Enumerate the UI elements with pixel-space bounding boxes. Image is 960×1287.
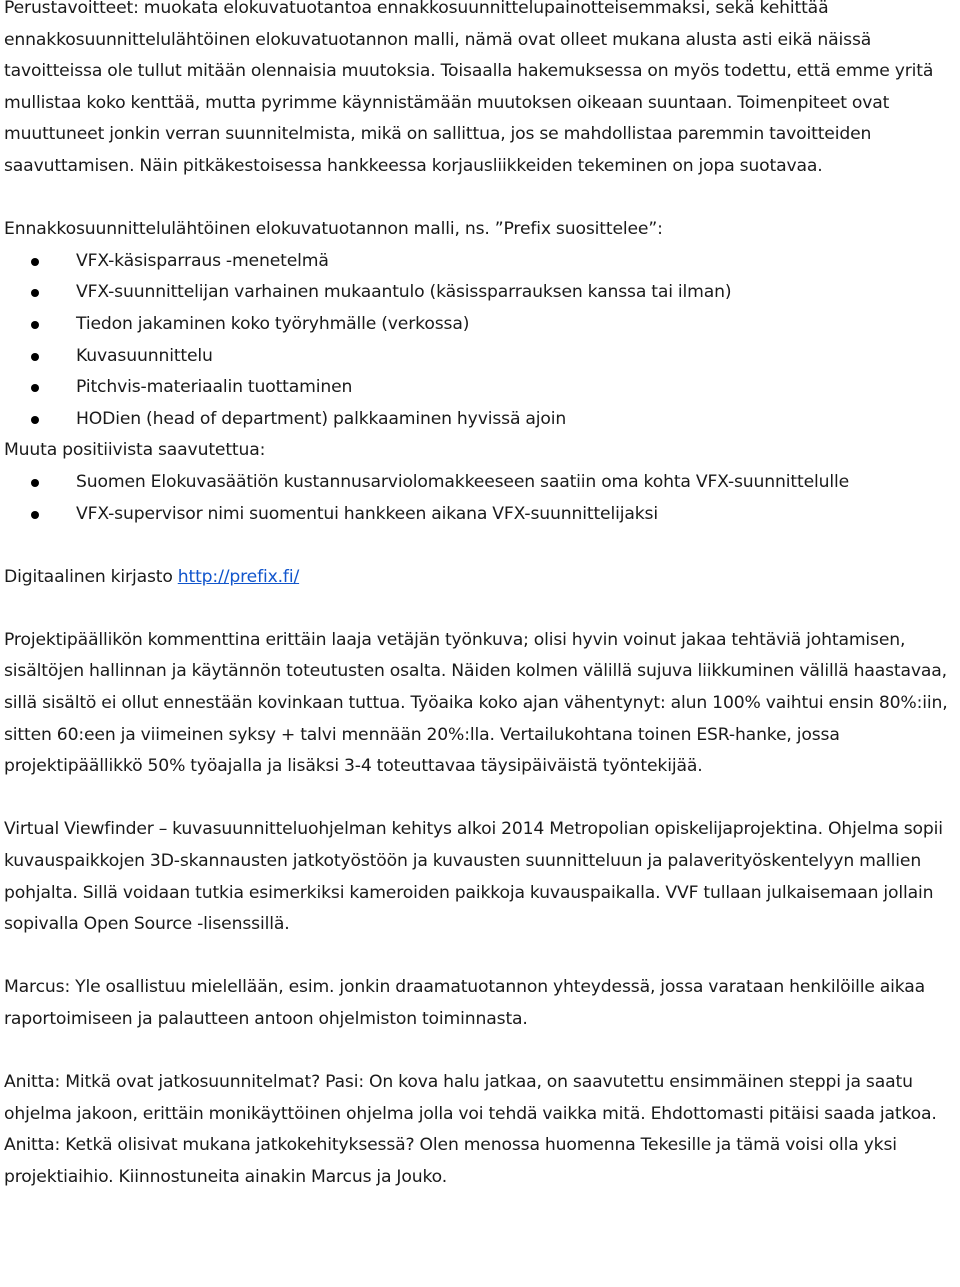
digital-library-label: Digitaalinen kirjasto: [4, 566, 178, 587]
paragraph-spacer: [4, 783, 956, 815]
list-item: [4, 341, 956, 373]
list-item-text: VFX-suunnittelijan varhainen mukaantulo (käsissparrauksen kanssa tai ilman): [76, 282, 732, 303]
other-achievements-list: [4, 467, 956, 530]
list-item-text: VFX-käsisparraus -menetelmä: [76, 250, 329, 271]
list-item: [4, 277, 956, 309]
bullet-icon: [31, 384, 39, 392]
digital-library-line: [4, 562, 956, 594]
prefix-list: [4, 246, 956, 436]
paragraph-spacer: [4, 593, 956, 625]
other-achievements-heading: Muuta positiivista saavutettua:: [4, 440, 266, 461]
list-item-text: HODien (head of department) palkkaaminen hyvissä ajoin: [76, 408, 567, 429]
marcus-comment: Marcus: Yle osallistuu mielellään, esim. jonkin draamatuotannon yhteydessä, jossa varataan henkilöille aikaa raportoimiseen ja palautteen antoon ohjelmiston toiminnasta.: [4, 977, 926, 1029]
bullet-icon: [31, 353, 39, 361]
document-page: [4, 0, 956, 1194]
bullet-icon: [31, 511, 39, 519]
bullet-icon: [31, 258, 39, 266]
bullet-icon: [31, 321, 39, 329]
list-item-text: Suomen Elokuvasäätiön kustannusarviolomakkeeseen saatiin oma kohta VFX-suunnittelulle: [76, 471, 850, 492]
list-item-text: Tiedon jakaminen koko työryhmälle (verkossa): [76, 313, 470, 334]
digital-library-link[interactable]: http://prefix.fi/: [177, 566, 300, 587]
list-item: [4, 309, 956, 341]
paragraph-spacer: [4, 530, 956, 562]
anitta-question-1: Anitta: Mitkä ovat jatkosuunnitelmat? Pasi: On kova halu jatkaa, on saavutettu ensimmäinen steppi ja saatu ohjelma jakoon, erittäin monikäyttöinen ohjelma jolla voi tehdä vaikka mitä. Ehdottomasti pitäisi saada jatkoa.: [4, 1072, 937, 1124]
list-item-text: Kuvasuunnittelu: [76, 345, 213, 366]
paragraph-spacer: [4, 1036, 956, 1068]
bullet-icon: [31, 479, 39, 487]
list-item: [4, 372, 956, 404]
list-item-text: Pitchvis-materiaalin tuottaminen: [76, 377, 353, 398]
paragraph-spacer: [4, 941, 956, 973]
bullet-icon: [31, 289, 39, 297]
intro-paragraph: Perustavoitteet: muokata elokuvatuotantoa ennakkosuunnittelupainotteisemmaksi, sekä kehittää ennakkosuunnittelulähtöinen elokuvatuotannon malli, nämä ovat olleet mukana alusta asti eikä näissä tavoitteissa ole tullut mitään olennaisia muutoksia. Toisaalla hakemuksessa on myös todettu, että emme yritä mullistaa koko kenttää, mutta pyrimme käynnistämään muutoksen oikeaan suuntaan. Toimenpiteet ovat muuttuneet jonkin verran suunnitelmista, mikä on sallittua, jos se mahdollistaa paremmin tavoitteiden saavuttamisen. Näin pitkäkestoisessa hankkeessa korjausliikkeiden tekeminen on jopa suotavaa.: [4, 0, 934, 176]
list-item: [4, 499, 956, 531]
paragraph-spacer: [4, 183, 956, 215]
project-manager-comment: Projektipäällikön kommenttina erittäin laaja vetäjän työnkuva; olisi hyvin voinut jakaa tehtäviä johtamisen, sisältöjen hallinnan ja käytännön toteutusten osalta. Näiden kolmen välillä sujuva liikkuminen välillä haastavaa, sillä sisältö ei ollut ennestään kovinkaan tuttua. Työaika koko ajan vähentynyt: alun 100% vaihtui ensin 80%:iin, sitten 60:een ja viimeinen syksy + talvi mennään 20%:lla. Vertailukohtana toinen ESR-hanke, jossa projektipäällikkö 50% työajalla ja lisäksi 3-4 toteuttavaa täysipäiväistä työntekijää.: [4, 629, 948, 777]
bullet-icon: [31, 416, 39, 424]
list-item: [4, 467, 956, 499]
anitta-question-2: Anitta: Ketkä olisivat mukana jatkokehityksessä? Olen menossa huomenna Tekesille ja tämä voisi olla yksi projektiaihio. Kiinnostuneita ainakin Marcus ja Jouko.: [4, 1135, 897, 1187]
prefix-heading: Ennakkosuunnittelulähtöinen elokuvatuotannon malli, ns. ”Prefix suosittelee”:: [4, 219, 663, 240]
list-item: [4, 404, 956, 436]
list-item-text: VFX-supervisor nimi suomentui hankkeen aikana VFX-suunnittelijaksi: [76, 503, 658, 524]
virtual-viewfinder-paragraph: Virtual Viewfinder – kuvasuunnitteluohjelman kehitys alkoi 2014 Metropolian opiskelijaprojektina. Ohjelma sopii kuvauspaikkojen 3D-skannausten jatkotyöstöön ja kuvausten suunnitteluun ja palaverityöskentelyyn mallien pohjalta. Sillä voidaan tutkia esimerkiksi kameroiden paikkoja kuvauspaikalla. VVF tullaan julkaisemaan jollain sopivalla Open Source -lisenssillä.: [4, 819, 943, 935]
list-item: [4, 246, 956, 278]
